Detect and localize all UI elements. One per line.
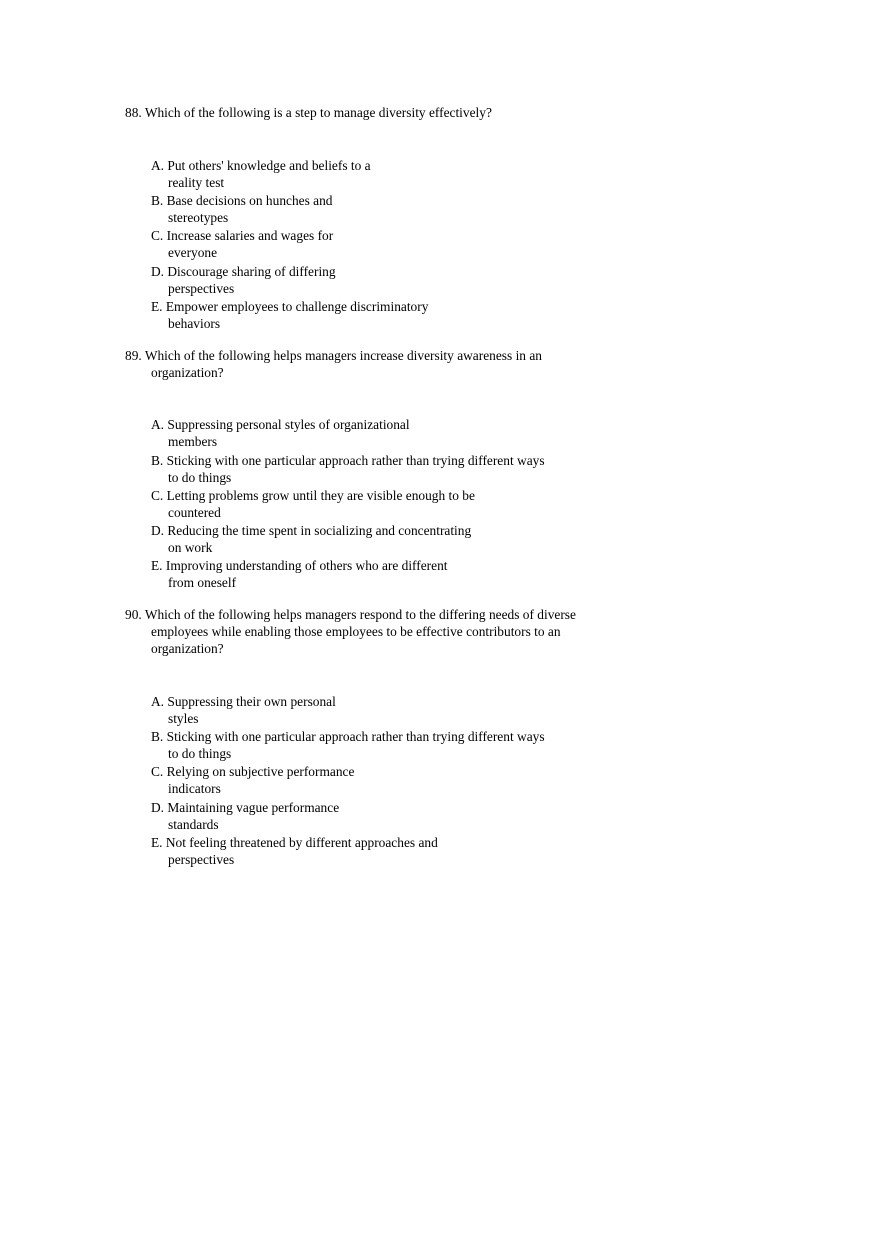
- option-c: [151, 227, 621, 261]
- question-stem-line-2: employees while enabling those employees to be effective contributors to an: [151, 624, 561, 639]
- option-text-continued: styles: [168, 711, 199, 726]
- option-d: [151, 522, 621, 556]
- option-text-continued: perspectives: [168, 852, 235, 867]
- option-text-continued: reality test: [168, 175, 225, 190]
- option-text-continued: stereotypes: [168, 210, 229, 225]
- option-text: B. Sticking with one particular approach rather than trying different ways: [151, 453, 545, 468]
- option-c: [151, 487, 621, 521]
- option-text-continued: perspectives: [168, 281, 235, 296]
- question-stem-line-3: organization?: [151, 641, 224, 656]
- question-88: [125, 104, 645, 331]
- question-stem-line-2: organization?: [151, 365, 224, 380]
- option-text: B. Base decisions on hunches and: [151, 193, 333, 208]
- option-e: [151, 557, 621, 591]
- option-e: [151, 298, 621, 332]
- option-text-continued: to do things: [168, 470, 232, 485]
- option-text: D. Reducing the time spent in socializing and concentrating: [151, 523, 472, 538]
- option-text-continued: countered: [168, 505, 221, 520]
- option-text: E. Empower employees to challenge discriminatory: [151, 299, 429, 314]
- option-text-continued: indicators: [168, 781, 221, 796]
- option-a: [151, 416, 621, 450]
- option-text: D. Maintaining vague performance: [151, 800, 340, 815]
- option-text: C. Relying on subjective performance: [151, 764, 355, 779]
- option-text: A. Suppressing their own personal: [151, 694, 336, 709]
- option-a: [151, 157, 621, 191]
- option-c: [151, 763, 621, 797]
- option-text: C. Letting problems grow until they are visible enough to be: [151, 488, 475, 503]
- option-text-continued: from oneself: [168, 575, 237, 590]
- option-text: C. Increase salaries and wages for: [151, 228, 334, 243]
- option-text-continued: standards: [168, 817, 219, 832]
- option-text-continued: behaviors: [168, 316, 221, 331]
- option-text: A. Put others' knowledge and beliefs to a: [151, 158, 371, 173]
- option-text: E. Not feeling threatened by different approaches and: [151, 835, 438, 850]
- option-text-continued: members: [168, 434, 218, 449]
- option-d: [151, 263, 621, 297]
- question-stem-line-1: 89. Which of the following helps managers increase diversity awareness in an: [125, 348, 542, 363]
- option-b: [151, 192, 621, 226]
- option-text: A. Suppressing personal styles of organizational: [151, 417, 410, 432]
- option-text: D. Discourage sharing of differing: [151, 264, 336, 279]
- option-text-continued: to do things: [168, 746, 232, 761]
- option-text-continued: everyone: [168, 245, 218, 260]
- question-90: [125, 606, 645, 867]
- question-stem: 88. Which of the following is a step to manage diversity effectively?: [125, 105, 492, 120]
- option-b: [151, 452, 621, 486]
- option-b: [151, 728, 621, 762]
- option-text: E. Improving understanding of others who are different: [151, 558, 448, 573]
- question-89: [125, 347, 645, 590]
- option-a: [151, 693, 621, 727]
- option-d: [151, 799, 621, 833]
- option-e: [151, 834, 621, 868]
- option-text: B. Sticking with one particular approach rather than trying different ways: [151, 729, 545, 744]
- option-text-continued: on work: [168, 540, 213, 555]
- question-stem-line-1: 90. Which of the following helps managers respond to the differing needs of diverse: [125, 607, 576, 622]
